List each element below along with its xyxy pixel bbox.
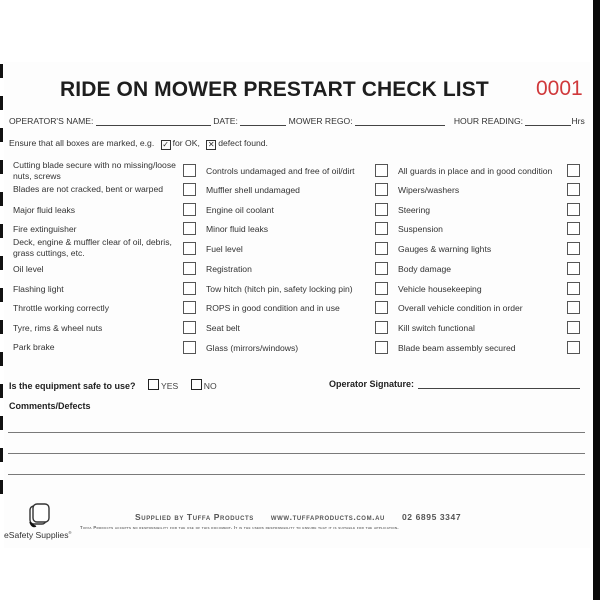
checklist-checkbox[interactable] [183,262,196,275]
date-label: DATE: [213,116,238,126]
checklist-checkbox[interactable] [183,242,196,255]
checklist-checkbox[interactable] [567,341,580,354]
checklist-item-label: All guards in place and in good condition [398,166,553,176]
header-fields [9,116,585,126]
checklist-checkbox[interactable] [567,242,580,255]
crossed-box-icon: ✕ [207,140,215,149]
form-title: RIDE ON MOWER PRESTART CHECK LIST [60,78,489,101]
checklist-item-label: Overall vehicle condition in order [398,303,523,313]
logo-text [4,530,71,540]
logo-name: eSafety Supplies [4,530,69,540]
checklist-item-label: Flashing light [13,284,64,294]
checklist-checkbox[interactable] [375,242,388,255]
checklist-checkbox[interactable] [375,222,388,235]
checklist-checkbox[interactable] [375,282,388,295]
checklist-checkbox[interactable] [183,164,196,177]
hours-unit: Hrs [571,116,585,126]
checklist-checkbox[interactable] [567,183,580,196]
checklist-item-label: Engine oil coolant [206,205,274,215]
checklist-item-label: Steering [398,205,431,215]
checklist-item-label: Seat belt [206,323,240,333]
checklist-item-label: ROPS in good condition and in use [206,303,340,313]
yes-label: YES [161,381,179,391]
no-checkbox[interactable] [191,379,202,390]
safety-question-row [9,379,217,391]
hour-reading-field[interactable] [525,116,571,126]
perforation-mark [0,416,3,430]
ok-label: for OK, [172,138,200,148]
checklist-item-label: Tow hitch (hitch pin, safety locking pin) [206,284,353,294]
perforation-mark [0,160,3,174]
checklist-checkbox[interactable] [183,203,196,216]
checklist-item-label: Gauges & warning lights [398,244,492,254]
supplier-info [135,512,461,522]
checklist-item-label: Fire extinguisher [13,224,77,234]
checklist-checkbox[interactable] [183,321,196,334]
perforation-mark [0,384,3,398]
checklist-checkbox[interactable] [375,341,388,354]
checklist-item-label: Muffler shell undamaged [206,185,300,195]
checklist-checkbox[interactable] [567,321,580,334]
mower-rego-label: MOWER REGO: [288,116,353,126]
no-label: NO [203,381,217,391]
checklist-item-label: Body damage [398,264,452,274]
checklist-item-label: Fuel level [206,244,243,254]
perforation-mark [0,96,3,110]
checklist-item-label: Deck, engine & muffler clear of oil, debris, grass cuttings, etc. [13,237,172,258]
checklist-item-label: Kill switch functional [398,323,475,333]
comment-line[interactable] [8,453,585,454]
mower-rego-field[interactable] [355,116,445,126]
checklist-checkbox[interactable] [183,282,196,295]
right-edge-bar [593,0,600,600]
checklist-checkbox[interactable] [183,301,196,314]
defect-label: defect found. [218,138,268,148]
perforation-mark [0,128,3,142]
hour-reading-label: HOUR READING: [453,116,524,126]
checklist-item-label: Minor fluid leaks [206,224,269,234]
checklist-checkbox[interactable] [375,321,388,334]
checklist-checkbox[interactable] [375,301,388,314]
checklist-item-label: Park brake [13,342,55,352]
operator-name-field[interactable] [96,116,211,126]
signature-row [329,379,580,389]
checklist-item-label: Registration [206,264,252,274]
perforation-mark [0,288,3,302]
checklist-item-label: Cutting blade secure with no missing/loose nuts, screws [13,160,176,181]
checklist-checkbox[interactable] [567,282,580,295]
serial-number: 0001 [536,77,583,100]
logo-mark-icon [4,500,74,530]
checklist-item-label: Blade beam assembly secured [398,343,516,353]
checklist-checkbox[interactable] [375,164,388,177]
yes-checkbox[interactable] [148,379,159,390]
operator-name-label: OPERATOR'S NAME: [9,116,94,126]
comment-line[interactable] [8,432,585,433]
checklist-checkbox[interactable] [183,341,196,354]
supplied-by: Supplied by Tuffa Products [135,512,254,522]
checklist-checkbox[interactable] [375,183,388,196]
perforation-mark [0,64,3,78]
signature-field[interactable] [418,379,580,389]
comment-line[interactable] [8,474,585,475]
checklist-item-label: Vehicle housekeeping [398,284,482,294]
checklist-item-label: Wipers/washers [398,185,460,195]
checklist-item-label: Suspension [398,224,443,234]
checklist-checkbox[interactable] [567,301,580,314]
instructions [9,138,268,150]
supplier-phone: 02 6895 3347 [401,512,462,522]
signature-label: Operator Signature: [329,379,415,389]
perforation-mark [0,256,3,270]
checklist-checkbox[interactable] [183,183,196,196]
date-field[interactable] [240,116,286,126]
comments-label: Comments/Defects [9,401,91,411]
instructions-prefix: Ensure that all boxes are marked, e.g. [9,138,155,148]
perforation-mark [0,480,3,494]
checklist-checkbox[interactable] [183,222,196,235]
checklist-item-label: Glass (mirrors/windows) [206,343,299,353]
checklist-item-label: Major fluid leaks [13,205,76,215]
checked-box-icon: ✓ [162,140,169,149]
checklist-checkbox[interactable] [567,222,580,235]
esafety-logo [4,500,74,545]
checklist-item-label: Throttle working correctly [13,303,109,313]
disclaimer: Tuffa Products accepts no responsibility for the use of this document. It is the users responsibility to ensure that it is suitable for the application. [80,525,399,530]
perforation-mark [0,352,3,366]
safety-question: Is the equipment safe to use? [9,381,136,391]
checklist-item-label: Tyre, rims & wheel nuts [13,323,103,333]
supplier-website: www.tuffaproducts.com.au [270,512,385,522]
checklist-checkbox[interactable] [567,164,580,177]
checklist-checkbox[interactable] [567,203,580,216]
checklist-checkbox[interactable] [375,262,388,275]
checklist-item-label: Blades are not cracked, bent or warped [13,184,164,194]
registered-mark: ® [68,530,72,536]
perforation-mark [0,192,3,206]
checklist-checkbox[interactable] [567,262,580,275]
perforation-mark [0,320,3,334]
checklist-item-label: Controls undamaged and free of oil/dirt [206,166,355,176]
checklist-item-label: Oil level [13,264,44,274]
perforation-mark [0,224,3,238]
checklist-checkbox[interactable] [375,203,388,216]
perforation-mark [0,448,3,462]
